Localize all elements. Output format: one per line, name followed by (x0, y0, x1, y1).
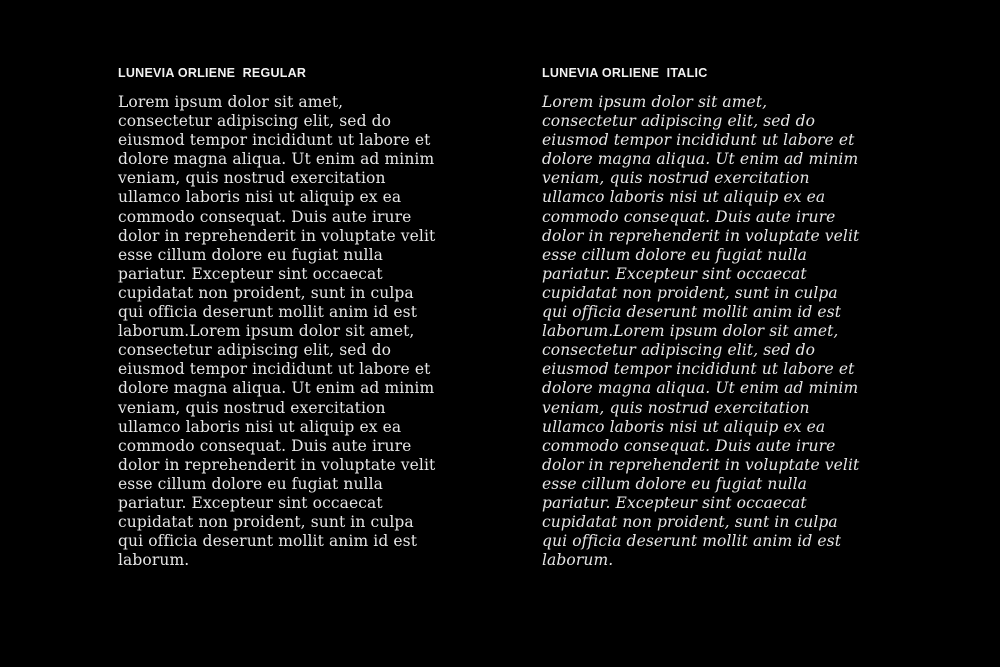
italic-text-line: dolore magna aliqua. Ut enim ad minim (542, 379, 859, 398)
regular-text-line: esse cillum dolore eu fugiat nulla (118, 474, 383, 493)
italic-text-line: eiusmod tempor incididunt ut labore et (542, 360, 855, 379)
italic-text-line: cupidatat non proident, sunt in culpa (542, 283, 838, 302)
regular-specimen-column (118, 66, 463, 570)
regular-text-line: ullamco laboris nisi ut aliquip ex ea (118, 417, 402, 436)
regular-text-line: dolore magna aliqua. Ut enim ad minim (118, 379, 435, 398)
italic-text-line: dolor in reprehenderit in voluptate velit (542, 226, 860, 245)
italic-text-line: commodo consequat. Duis aute irure (542, 436, 836, 455)
regular-text-line: cupidatat non proident, sunt in culpa (118, 513, 414, 532)
italic-text-line: consectetur adipiscing elit, sed do (542, 112, 816, 131)
regular-text-line: Lorem ipsum dolor sit amet, (118, 93, 344, 111)
italic-text-line: esse cillum dolore eu fugiat nulla (542, 245, 807, 264)
italic-specimen-column (542, 66, 887, 570)
italic-text-line: eiusmod tempor incididunt ut labore et (542, 131, 855, 150)
regular-text-line: dolor in reprehenderit in voluptate velit (118, 226, 436, 245)
regular-text-line: laborum.Lorem ipsum dolor sit amet, (118, 322, 415, 341)
regular-text-line: laborum. (118, 551, 190, 570)
regular-text-line: dolor in reprehenderit in voluptate velit (118, 455, 436, 474)
regular-text-line: consectetur adipiscing elit, sed do (118, 112, 392, 131)
italic-text-line: cupidatat non proident, sunt in culpa (542, 513, 838, 532)
regular-text-line: veniam, quis nostrud exercitation (118, 398, 386, 417)
italic-text-line: pariatur. Excepteur sint occaecat (542, 264, 807, 283)
regular-text-line: consectetur adipiscing elit, sed do (118, 341, 392, 360)
italic-text-line: consectetur adipiscing elit, sed do (542, 341, 816, 360)
italic-text-line: pariatur. Excepteur sint occaecat (542, 493, 807, 512)
regular-specimen-text (118, 93, 463, 570)
italic-text-line: veniam, quis nostrud exercitation (542, 169, 810, 188)
italic-specimen-text (542, 93, 887, 570)
regular-text-line: cupidatat non proident, sunt in culpa (118, 283, 414, 302)
regular-text-line: veniam, quis nostrud exercitation (118, 169, 386, 188)
italic-text-line: dolore magna aliqua. Ut enim ad minim (542, 150, 859, 169)
regular-text-line: esse cillum dolore eu fugiat nulla (118, 245, 383, 264)
italic-text-line: veniam, quis nostrud exercitation (542, 398, 810, 417)
italic-text-line: dolor in reprehenderit in voluptate velit (542, 455, 860, 474)
regular-text-line: commodo consequat. Duis aute irure (118, 436, 412, 455)
regular-text-line: eiusmod tempor incididunt ut labore et (118, 131, 431, 150)
italic-text-line: qui officia deserunt mollit anim id est (542, 532, 842, 551)
italic-text-line: ullamco laboris nisi ut aliquip ex ea (542, 188, 826, 207)
italic-text-line: commodo consequat. Duis aute irure (542, 207, 836, 226)
regular-text-line: pariatur. Excepteur sint occaecat (118, 493, 383, 512)
regular-text-line: commodo consequat. Duis aute irure (118, 207, 412, 226)
regular-text-line: pariatur. Excepteur sint occaecat (118, 264, 383, 283)
italic-text-line: ullamco laboris nisi ut aliquip ex ea (542, 417, 826, 436)
regular-text-line: eiusmod tempor incididunt ut labore et (118, 360, 431, 379)
italic-text-line: Lorem ipsum dolor sit amet, (542, 93, 768, 111)
italic-text-line: laborum.Lorem ipsum dolor sit amet, (542, 322, 839, 341)
regular-text-line: qui officia deserunt mollit anim id est (118, 303, 418, 322)
italic-text-line: laborum. (542, 551, 614, 570)
regular-text-line: qui officia deserunt mollit anim id est (118, 532, 418, 551)
italic-specimen-heading: LUNEVIA ORLIENE ITALIC (542, 66, 708, 80)
regular-text-line: dolore magna aliqua. Ut enim ad minim (118, 150, 435, 169)
italic-text-line: esse cillum dolore eu fugiat nulla (542, 474, 807, 493)
italic-text-line: qui officia deserunt mollit anim id est (542, 303, 842, 322)
regular-specimen-heading: LUNEVIA ORLIENE REGULAR (118, 66, 307, 80)
regular-text-line: ullamco laboris nisi ut aliquip ex ea (118, 188, 402, 207)
